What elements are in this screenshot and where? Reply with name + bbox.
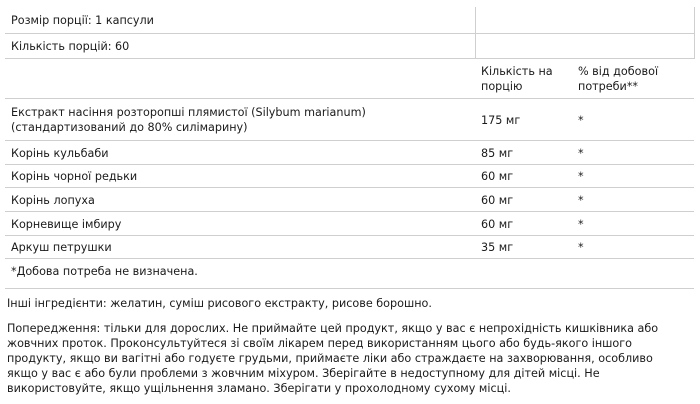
column-divider (475, 7, 476, 59)
ingredient-name: Корневище імбиру (11, 218, 122, 231)
column-divider (694, 7, 695, 59)
servings-count: Кількість порцій: 60 (11, 40, 130, 53)
ingredient-amount: 60 мг (481, 194, 514, 207)
servings-count-row (5, 34, 694, 59)
serving-size: Розмір порції: 1 капсули (11, 14, 154, 27)
ingredient-amount: 175 мг (481, 114, 521, 127)
ingredient-dv: * (578, 147, 584, 160)
ingredient-name: Корінь лопуха (11, 194, 95, 207)
supplement-facts-table (5, 7, 694, 289)
ingredient-dv: * (578, 218, 584, 231)
ingredient-amount: 60 мг (481, 218, 514, 231)
ingredient-name: Корінь кульбаби (11, 147, 109, 160)
ingredient-dv: * (578, 241, 584, 254)
table-row (5, 212, 694, 236)
ingredient-name: Аркуш петрушки (11, 241, 112, 254)
ingredient-dv: * (578, 114, 584, 127)
header-daily-value: % від добової потреби** (578, 65, 659, 93)
ingredient-name: Корінь чорної редьки (11, 170, 138, 183)
table-row (5, 99, 694, 141)
footnote-row (5, 259, 694, 289)
ingredient-amount: 35 мг (481, 241, 514, 254)
table-row (5, 165, 694, 188)
warning-text: Попередження: тільки для дорослих. Не приймайте цей продукт, якщо у вас є непрохідність кишківника або жовчних проток. Проконсультуйтеся зі своїм лікарем перед використанням цього або будь-якого іншого продукту, якщо ви вагітні або годуєте грудьми, приймаєте ліки або страждаєте на захворювання, особливо якщо у вас є або були проблеми з жовчним міхуром. Зберігайте в недоступному для дітей місці. Не використовуйте, якщо ущільнення зламано. Зберігати у прохолодному сухому місці. (7, 322, 659, 395)
table-row (5, 188, 694, 212)
table-header-row (5, 59, 694, 99)
serving-size-row (5, 7, 694, 34)
ingredient-dv: * (578, 194, 584, 207)
ingredient-amount: 60 мг (481, 170, 514, 183)
other-ingredients: Інші інгредієнти: желатин, суміш рисового екстракту, рисове борошно. (7, 297, 432, 310)
ingredient-dv: * (578, 170, 584, 183)
daily-value-footnote: *Добова потреба не визначена. (11, 265, 198, 278)
ingredient-amount: 85 мг (481, 147, 514, 160)
table-row (5, 236, 694, 259)
table-row (5, 141, 694, 165)
ingredient-name: Екстракт насіння розторопші плямистої (Silybum marianum) (стандартизований до 80% силімарину) (11, 106, 366, 134)
header-amount: Кількість на порцію (481, 65, 553, 93)
